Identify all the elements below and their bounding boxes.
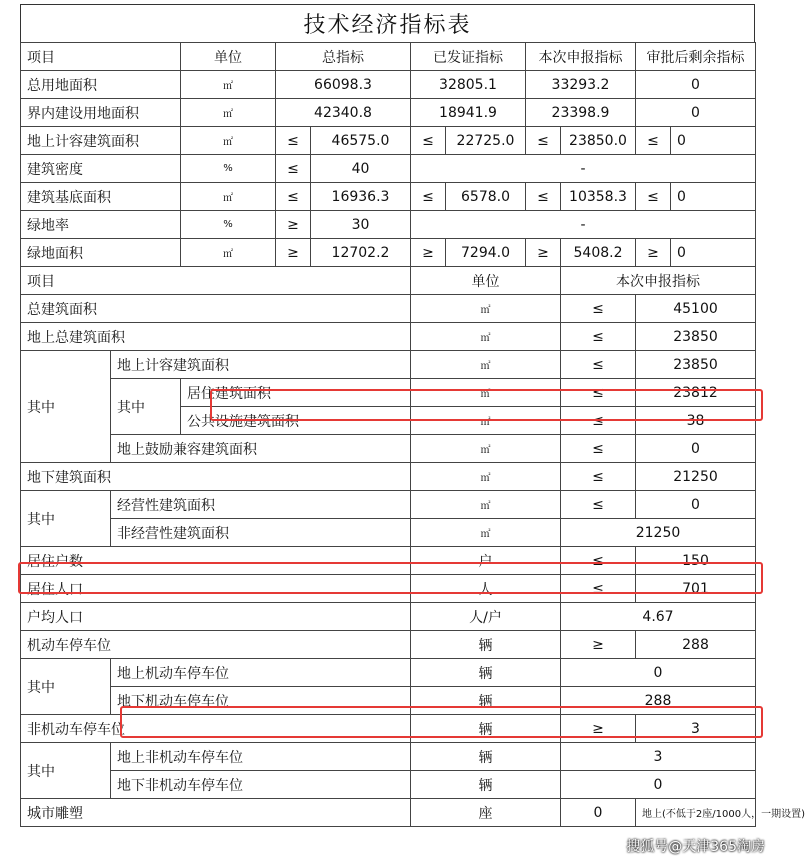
row-value: 21250 [561, 519, 756, 547]
row-value: 4.67 [561, 603, 756, 631]
row-label: 地上鼓励兼容建筑面积 [111, 435, 411, 463]
row-label: 城市雕塑 [21, 799, 411, 827]
row-unit: ㎡ [411, 379, 561, 407]
row-value: 21250 [636, 463, 756, 491]
table-row [21, 715, 756, 743]
row-unit: 辆 [411, 687, 561, 715]
row-label: 地上计容建筑面积 [111, 351, 411, 379]
row-label: 总建筑面积 [21, 295, 411, 323]
row-value: 23812 [636, 379, 756, 407]
bottom-header-unit: 单位 [411, 267, 561, 295]
table-row [21, 687, 756, 715]
table-row [21, 323, 756, 351]
row-unit: 人/户 [411, 603, 561, 631]
table-row [21, 491, 756, 519]
row-total-op: ≤ [276, 127, 311, 155]
row-label: 绿地率 [21, 211, 181, 239]
row-total-op: ≤ [276, 183, 311, 211]
row-apply: 10358.3 [561, 183, 636, 211]
table-row [21, 659, 756, 687]
row-note: 地上(不低于2座/1000人，一期设置) [636, 799, 756, 827]
row-unit: 座 [411, 799, 561, 827]
tech-econ-table [20, 42, 805, 827]
row-issued-op: ≤ [411, 183, 446, 211]
row-op: ≤ [561, 351, 636, 379]
row-op: ≤ [561, 491, 636, 519]
row-total: 46575.0 [311, 127, 411, 155]
row-unit: 户 [411, 547, 561, 575]
header-apply: 本次申报指标 [526, 43, 636, 71]
table-row [21, 127, 756, 155]
row-label: 居住建筑面积 [181, 379, 411, 407]
row-remain-op: ≤ [636, 127, 671, 155]
row-label: 总用地面积 [21, 71, 181, 99]
table-row [21, 379, 756, 407]
row-remain: 0 [636, 99, 756, 127]
row-remain: 0 [671, 239, 756, 267]
row-remain: 0 [671, 183, 756, 211]
row-total-op: ≤ [276, 155, 311, 183]
row-unit: 辆 [411, 631, 561, 659]
row-unit: ㎡ [411, 435, 561, 463]
table-row [21, 547, 756, 575]
row-unit: ㎡ [181, 183, 276, 211]
row-unit: 辆 [411, 771, 561, 799]
header-remain: 审批后剩余指标 [636, 43, 756, 71]
row-op: ≤ [561, 323, 636, 351]
group-label: 其中 [21, 743, 111, 799]
row-op: ≤ [561, 435, 636, 463]
row-dash: - [411, 211, 756, 239]
table-row [21, 239, 756, 267]
row-unit: ㎡ [411, 407, 561, 435]
row-label: 地上非机动车停车位 [111, 743, 411, 771]
row-label: 地下机动车停车位 [111, 687, 411, 715]
row-unit: % [181, 211, 276, 239]
row-unit: 辆 [411, 743, 561, 771]
row-value: 3 [561, 743, 756, 771]
group-label: 其中 [21, 659, 111, 715]
row-unit: 辆 [411, 715, 561, 743]
row-apply: 5408.2 [561, 239, 636, 267]
row-issued: 7294.0 [446, 239, 526, 267]
row-total-op: ≥ [276, 211, 311, 239]
table-title: 技术经济指标表 [20, 4, 755, 42]
row-value: 45100 [636, 295, 756, 323]
row-op: ≤ [561, 379, 636, 407]
row-total: 42340.8 [276, 99, 411, 127]
row-apply-op: ≤ [526, 183, 561, 211]
row-issued: 32805.1 [411, 71, 526, 99]
row-issued-op: ≤ [411, 127, 446, 155]
table-row [21, 99, 756, 127]
table-row [21, 743, 756, 771]
row-label: 公共设施建筑面积 [181, 407, 411, 435]
table-row [21, 435, 756, 463]
row-op: ≤ [561, 575, 636, 603]
row-label: 居住人口 [21, 575, 411, 603]
bottom-header-apply: 本次申报指标 [561, 267, 756, 295]
bottom-header-item: 项目 [21, 267, 411, 295]
header-total: 总指标 [276, 43, 411, 71]
row-label: 界内建设用地面积 [21, 99, 181, 127]
row-unit: % [181, 155, 276, 183]
row-apply-op: ≤ [526, 127, 561, 155]
row-total: 16936.3 [311, 183, 411, 211]
row-label: 非经营性建筑面积 [111, 519, 411, 547]
table-row [21, 267, 756, 295]
row-unit: ㎡ [181, 127, 276, 155]
row-value: 701 [636, 575, 756, 603]
row-label: 经营性建筑面积 [111, 491, 411, 519]
header-unit: 单位 [181, 43, 276, 71]
row-value: 0 [561, 799, 636, 827]
row-issued: 22725.0 [446, 127, 526, 155]
row-dash: - [411, 155, 756, 183]
row-label: 地上计容建筑面积 [21, 127, 181, 155]
table-row [21, 295, 756, 323]
row-value: 288 [636, 631, 756, 659]
row-label: 地下非机动车停车位 [111, 771, 411, 799]
row-remain: 0 [636, 71, 756, 99]
row-label: 绿地面积 [21, 239, 181, 267]
table-row [21, 575, 756, 603]
row-value: 23850 [636, 351, 756, 379]
row-unit: ㎡ [181, 99, 276, 127]
table-row [21, 351, 756, 379]
row-issued-op: ≥ [411, 239, 446, 267]
row-unit: ㎡ [411, 295, 561, 323]
row-unit: ㎡ [411, 463, 561, 491]
row-issued: 6578.0 [446, 183, 526, 211]
row-label: 非机动车停车位 [21, 715, 411, 743]
subgroup-label: 其中 [111, 379, 181, 435]
row-apply: 33293.2 [526, 71, 636, 99]
row-op: ≤ [561, 547, 636, 575]
row-apply: 23398.9 [526, 99, 636, 127]
table-row [21, 519, 756, 547]
table-row [21, 71, 756, 99]
row-label: 户均人口 [21, 603, 411, 631]
group-label: 其中 [21, 351, 111, 463]
group-label: 其中 [21, 491, 111, 547]
row-unit: ㎡ [411, 491, 561, 519]
table-row [21, 631, 756, 659]
row-value: 38 [636, 407, 756, 435]
header-issued: 已发证指标 [411, 43, 526, 71]
row-total-op: ≥ [276, 239, 311, 267]
row-label: 建筑密度 [21, 155, 181, 183]
table-row [21, 155, 756, 183]
table-row [21, 183, 756, 211]
row-value: 288 [561, 687, 756, 715]
row-label: 地上总建筑面积 [21, 323, 411, 351]
table-row [21, 211, 756, 239]
row-label: 建筑基底面积 [21, 183, 181, 211]
row-label: 地下建筑面积 [21, 463, 411, 491]
table-row [21, 463, 756, 491]
row-remain-op: ≥ [636, 239, 671, 267]
row-total: 40 [311, 155, 411, 183]
table-row [21, 603, 756, 631]
row-total: 66098.3 [276, 71, 411, 99]
row-unit: ㎡ [411, 323, 561, 351]
row-total: 30 [311, 211, 411, 239]
row-value: 0 [561, 659, 756, 687]
row-value: 23850 [636, 323, 756, 351]
watermark: 搜狐号@天津365淘房 [626, 839, 765, 855]
row-unit: ㎡ [411, 519, 561, 547]
row-op: ≤ [561, 463, 636, 491]
row-label: 地上机动车停车位 [111, 659, 411, 687]
row-total: 12702.2 [311, 239, 411, 267]
row-op: ≥ [561, 715, 636, 743]
row-unit: ㎡ [411, 351, 561, 379]
row-value: 0 [561, 771, 756, 799]
row-unit: ㎡ [181, 239, 276, 267]
table-row [21, 799, 756, 827]
row-value: 150 [636, 547, 756, 575]
row-op: ≤ [561, 295, 636, 323]
row-label: 居住户数 [21, 547, 411, 575]
row-unit: 人 [411, 575, 561, 603]
row-remain: 0 [671, 127, 756, 155]
row-apply: 23850.0 [561, 127, 636, 155]
table-row [21, 771, 756, 799]
row-value: 3 [636, 715, 756, 743]
row-apply-op: ≥ [526, 239, 561, 267]
row-remain-op: ≤ [636, 183, 671, 211]
row-op: ≤ [561, 407, 636, 435]
row-value: 0 [636, 435, 756, 463]
table-row [21, 43, 756, 71]
row-unit: ㎡ [181, 71, 276, 99]
row-issued: 18941.9 [411, 99, 526, 127]
row-value: 0 [636, 491, 756, 519]
header-item: 项目 [21, 43, 181, 71]
row-op: ≥ [561, 631, 636, 659]
row-label: 机动车停车位 [21, 631, 411, 659]
row-unit: 辆 [411, 659, 561, 687]
